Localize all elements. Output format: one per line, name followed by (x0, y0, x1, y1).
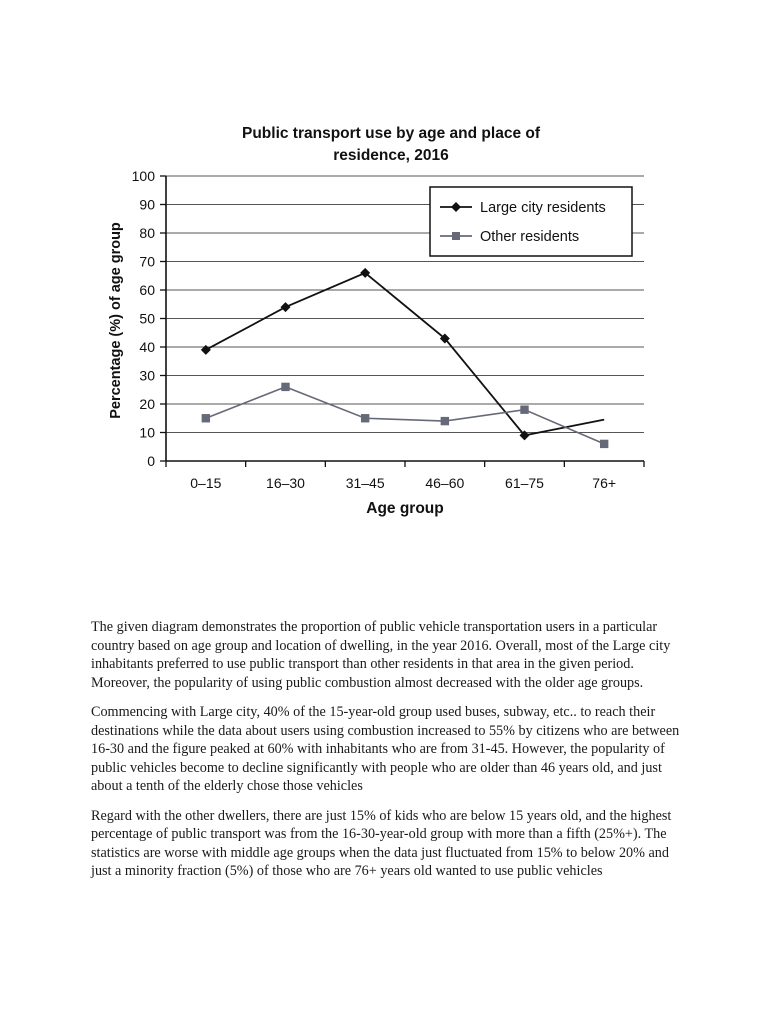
data-point-large-city (201, 345, 211, 355)
data-point-other (281, 383, 289, 391)
y-tick-label: 100 (131, 168, 155, 184)
series-line-large-city (206, 273, 604, 435)
y-tick-label: 60 (139, 282, 155, 298)
x-axis-label: Age group (366, 500, 444, 517)
essay-paragraph-3: Regard with the other dwellers, there are just 15% of kids who are below 15 years old, and the highest percentage of public transport was from the 16-30-year-old group with more than a fifth (25%+). The statistics are worse with middle age groups when the data just fluctuated from 15% to below 20% and just a minority fraction (5%) of those who are 76+ years old wanted to use public vehicles (91, 807, 672, 879)
x-tick-label: 76+ (592, 475, 617, 491)
y-tick-label: 90 (139, 196, 155, 213)
series-line-other (206, 387, 604, 444)
y-tick-label: 30 (139, 367, 155, 384)
essay-paragraph-2: Commencing with Large city, 40% of the 15-year-old group used buses, subway, etc.. to reach their destinations while the data about users using combustion increased to 55% by citizens who are between 16-30 and the figure peaked at 60% with inhabitants who are from 31-45. However, the popularity of public vehicles become to decline significantly with people who are older than 46 years old, and just about a tenth of the elderly chose those vehicles (91, 704, 680, 794)
y-tick-label: 40 (139, 339, 155, 355)
x-tick-label: 0–15 (190, 475, 222, 491)
y-tick-label: 80 (139, 225, 155, 241)
chart-title-line: Public transport use by age and place of (241, 125, 541, 142)
y-axis-label: Percentage (%) of age group (108, 222, 124, 419)
data-point-other (202, 414, 210, 422)
data-point-other (361, 414, 369, 422)
data-point-other (600, 440, 608, 448)
essay-text (91, 618, 687, 892)
y-tick-label: 20 (139, 396, 155, 412)
legend-marker-square (452, 232, 460, 240)
chart-title-line: residence, 2016 (333, 147, 449, 164)
legend-label: Other residents (480, 229, 580, 245)
y-tick-label: 10 (139, 424, 155, 441)
x-tick-label: 61–75 (505, 475, 544, 491)
essay-paragraph-1: The given diagram demonstrates the proportion of public vehicle transportation users in a particular country based on age group and location of dwelling, in the year 2016. Overall, most of the Large city inhabitants preferred to use public transport than other residents in that area in the given period. Moreover, the popularity of using public combustion almost decreased with the older age groups. (91, 619, 671, 691)
y-tick-label: 70 (139, 253, 155, 270)
data-point-other (520, 406, 528, 414)
data-point-other (441, 417, 449, 425)
data-point-large-city (281, 302, 291, 312)
legend-label: Large city residents (480, 200, 606, 216)
y-tick-label: 0 (147, 453, 155, 469)
legend-box (430, 187, 632, 256)
y-tick-label: 50 (139, 310, 155, 327)
x-tick-label: 31–45 (345, 475, 385, 491)
x-tick-label: 16–30 (266, 475, 305, 491)
x-tick-label: 46–60 (425, 475, 465, 491)
